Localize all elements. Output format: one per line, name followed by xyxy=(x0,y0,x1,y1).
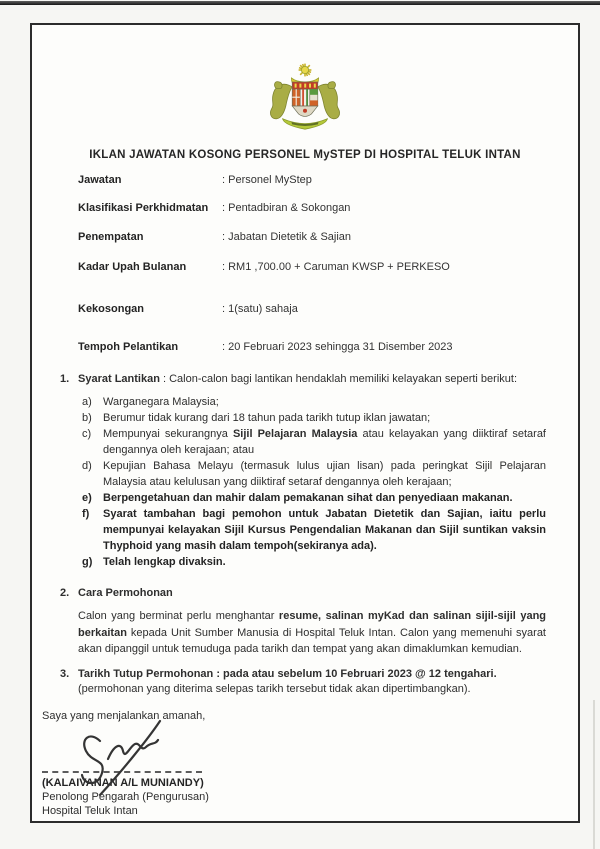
field-label: Penempatan xyxy=(78,231,144,243)
section-number: 2. xyxy=(60,587,70,599)
section-syarat-lantikan xyxy=(60,373,546,570)
field-row-klasifikasi xyxy=(78,202,578,215)
handwritten-signature-icon xyxy=(64,715,194,801)
list-item: d) Kepujian Bahasa Melayu (termasuk lulus ujian lisan) pada peringkat Sijil Pelajaran Malaysia atau kelulusan yang diiktiraf setaraf dengannya oleh kerajaan; xyxy=(82,460,546,488)
scan-artifact-streak xyxy=(593,700,595,849)
closing-salutation: Saya yang menjalankan amanah, xyxy=(42,709,206,722)
field-label: Kadar Upah Bulanan xyxy=(78,261,187,273)
field-value: : 1(satu) sahaja xyxy=(222,303,298,315)
closing-date-text: Tarikh Tutup Permohonan : pada atau sebelum 10 Februari 2023 @ 12 tengahari. xyxy=(78,667,497,680)
field-value: : Pentadbiran & Sokongan xyxy=(222,202,351,214)
list-item: b) Berumur tidak kurang dari 18 tahun pada tarikh tutup iklan jawatan; xyxy=(82,412,431,424)
section-number: 1. xyxy=(60,373,70,385)
closing-date-note: (permohonan yang diterima selepas tarikh tersebut tidak akan dipertimbangkan). xyxy=(78,682,471,695)
field-label: Jawatan xyxy=(78,174,122,186)
malaysia-coat-of-arms-icon xyxy=(32,61,578,140)
field-row-kadar-upah xyxy=(78,261,578,274)
list-item: g) Telah lengkap divaksin. xyxy=(82,556,226,568)
list-item: a) Warganegara Malaysia; xyxy=(82,396,219,408)
list-item: f) Syarat tambahan bagi pemohon untuk Jabatan Dietetik dan Sajian, iaitu perlu mempunyai kelayakan Sijil Kursus Pengendalian Makanan dan Sijil suntikan vaksin Thyphoid yang masih dalam tempoh(sekiranya ada). xyxy=(82,508,546,552)
field-row-tempoh xyxy=(78,341,578,354)
field-label: Tempoh Pelantikan xyxy=(78,341,179,353)
application-paragraph: Calon yang berminat perlu menghantar resume, salinan myKad dan salinan sijil-sijil yang berkaitan kepada Unit Sumber Manusia di Hospital Teluk Intan. Calon yang memenuhi syarat akan dipanggil untuk temuduga pada tarikh dan tempat yang akan dimaklumkan kemudian. xyxy=(78,610,547,655)
closing-block xyxy=(42,709,578,818)
signature-area xyxy=(42,723,262,773)
signatory-position: Penolong Pengarah (Pengurusan) xyxy=(42,790,209,803)
signatory-organization: Hospital Teluk Intan xyxy=(42,804,138,817)
job-details-table xyxy=(78,174,578,354)
section-number: 3. xyxy=(60,667,70,680)
list-item: c) Mempunyai sekurangnya Sijil Pelajaran Malaysia atau kelayakan yang diiktiraf setaraf dengannya oleh kerajaan; atau xyxy=(82,428,546,456)
section-heading xyxy=(60,373,546,386)
field-row-jawatan xyxy=(78,174,578,187)
section-heading xyxy=(60,587,546,600)
field-label: Klasifikasi Perkhidmatan xyxy=(78,202,209,214)
field-row-kekosongan xyxy=(78,303,578,316)
field-value: : Jabatan Dietetik & Sajian xyxy=(222,231,352,243)
signatory-name: (KALAIVANAN A/L MUNIANDY) xyxy=(42,776,204,789)
crest-svg xyxy=(265,61,345,135)
field-value: : 20 Februari 2023 sehingga 31 Disember 2023 xyxy=(222,341,453,353)
list-item: e) Berpengetahuan dan mahir dalam pemakanan sihat dan penyediaan makanan. xyxy=(82,492,513,504)
field-value: : RM1 ,700.00 + Caruman KWSP + PERKESO xyxy=(222,261,450,273)
section-heading-text: Syarat Lantikan : Calon-calon bagi lantikan hendaklah memiliki kelayakan seperti berikut: xyxy=(78,373,518,385)
field-value: : Personel MyStep xyxy=(222,174,312,186)
scan-artifact-top-line xyxy=(0,1,600,5)
section-cara-permohonan xyxy=(60,587,546,658)
document-border-frame xyxy=(30,23,580,823)
document-title: IKLAN JAWATAN KOSONG PERSONEL MySTEP DI HOSPITAL TELUK INTAN xyxy=(89,149,521,161)
requirements-list xyxy=(82,394,546,570)
field-label: Kekosongan xyxy=(78,303,145,315)
field-row-penempatan xyxy=(78,231,578,244)
section-heading-text: Cara Permohonan xyxy=(78,587,173,599)
document-sections xyxy=(60,373,546,697)
section-heading xyxy=(60,668,546,681)
section-tarikh-tutup xyxy=(60,668,546,697)
